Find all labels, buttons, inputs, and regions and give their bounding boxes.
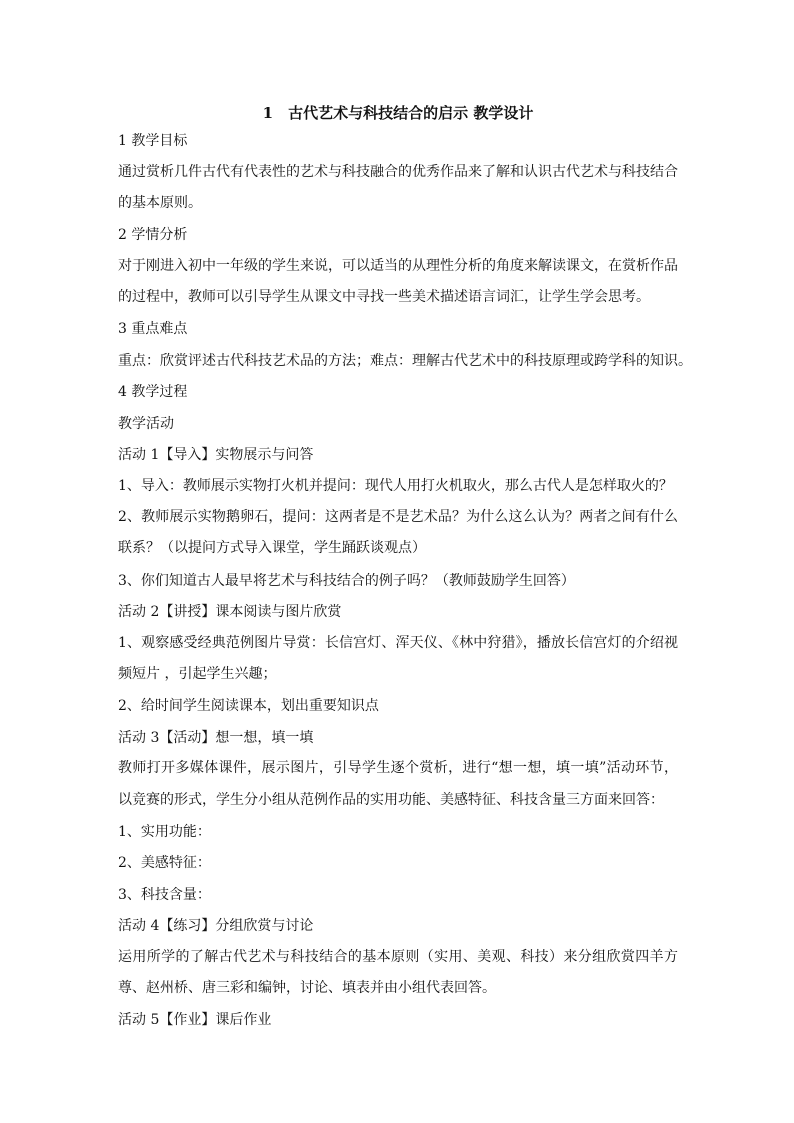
- document-page: [118, 102, 692, 1043]
- section-text-student-analysis: 对于刚进入初中一年级的学生来说，可以适当的从理性分析的角度来解读课文，在赏析作品的过程中，教师可以引导学生从课文中寻找一些美术描述语言词汇，让学生学会思考。: [118, 257, 678, 306]
- activity-3-heading: 活动 3【活动】想一想，填一填: [118, 729, 314, 746]
- activity-2-heading: 活动 2【讲授】课本阅读与图片欣赏: [118, 603, 342, 620]
- section-text-teaching-goals: 通过赏析几件古代有代表性的艺术与科技融合的优秀作品来了解和认识古代艺术与科技结合的基本原则。: [118, 163, 678, 212]
- section-text-key-points: 重点：欣赏评述古代科技艺术品的方法；难点：理解古代艺术中的科技原理或跨学科的知识。: [118, 352, 692, 369]
- activity-1-heading: 活动 1【导入】实物展示与问答: [118, 446, 314, 463]
- activity-1-item-2: 2、教师展示实物鹅卵石，提问：这两者是不是艺术品？为什么这么认为？两者之间有什么联系？（以提问方式导入课堂，学生踊跃谈观点）: [118, 509, 678, 557]
- activity-1-item-3: 3、你们知道古人最早将艺术与科技结合的例子吗？（教师鼓励学生回答）: [118, 572, 575, 589]
- activity-2-item-1: 1、观察感受经典范例图片导赏：长信宫灯、浑天仪、《林中狩猎》，播放长信宫灯的介绍视频短片 ，引起学生兴趣；: [118, 634, 678, 683]
- activity-1-item-1: 1、导入：教师展示实物打火机并提问：现代人用打火机取火，那么古代人是怎样取火的？: [118, 478, 673, 495]
- activity-3-item-3: 3、科技含量：: [118, 886, 211, 903]
- activity-4-heading: 活动 4【练习】分组欣赏与讨论: [118, 917, 314, 934]
- activity-4-text: 运用所学的了解古代艺术与科技结合的基本原则（实用、美观、科技）来分组欣赏四羊方尊、赵州桥、唐三彩和编钟，讨论、填表并由小组代表回答。: [118, 948, 678, 997]
- section-heading-teaching-process: 4 教学过程: [118, 384, 188, 401]
- activity-2-item-2: 2、给时间学生阅读课本，划出重要知识点: [118, 698, 379, 715]
- activity-3-text: 教师打开多媒体课件，展示图片，引导学生逐个赏析，进行“想一想，填一填”活动环节，以竞赛的形式，学生分小组从范例作品的实用功能、美感特征、科技含量三方面来回答：: [118, 760, 678, 808]
- activity-3-item-1: 1、实用功能：: [118, 823, 211, 840]
- page-title: 1 古代艺术与科技结合的启示 教学设计: [262, 104, 534, 122]
- activity-5-heading: 活动 5【作业】课后作业: [118, 1012, 272, 1029]
- activity-3-item-2: 2、美感特征：: [118, 855, 211, 872]
- section-heading-key-points: 3 重点难点: [118, 321, 188, 338]
- section-heading-teaching-goals: 1 教学目标: [118, 133, 188, 149]
- activities-label: 教学活动: [118, 415, 174, 432]
- section-heading-student-analysis: 2 学情分析: [118, 227, 188, 244]
